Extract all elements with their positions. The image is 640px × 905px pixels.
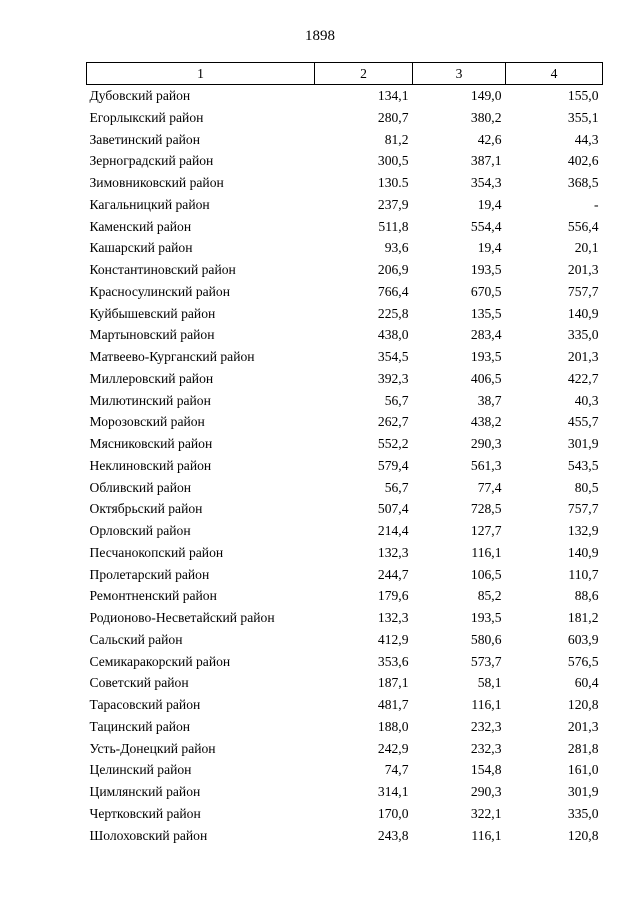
value-cell-col3: 127,7 xyxy=(470,523,502,539)
value-cell-col2: 56,7 xyxy=(384,479,409,495)
district-name-cell: Константиновский район xyxy=(89,262,236,278)
value-cell-col3: 406,5 xyxy=(470,370,502,386)
table-row xyxy=(87,629,603,651)
table-row xyxy=(87,281,603,303)
table-row xyxy=(87,738,603,760)
table-row xyxy=(87,368,603,390)
value-cell-col4: 140,9 xyxy=(567,305,599,321)
district-name-cell: Шолоховский район xyxy=(89,827,208,843)
table-row xyxy=(87,716,603,738)
district-name-cell: Зимовниковский район xyxy=(89,175,224,191)
value-cell-col4: 88,6 xyxy=(574,588,599,604)
value-cell-col2: 511,8 xyxy=(378,218,409,234)
table-row xyxy=(87,259,603,281)
value-cell-col2: 353,6 xyxy=(377,653,409,669)
table-row xyxy=(87,781,603,803)
district-name-cell: Орловский район xyxy=(89,523,191,539)
value-cell-col4: 120,8 xyxy=(567,827,599,843)
table-row xyxy=(87,216,603,238)
district-name-cell: Дубовский район xyxy=(89,88,191,104)
table-row xyxy=(87,129,603,151)
value-cell-col4: 301,9 xyxy=(567,784,599,800)
value-cell-col3: 387,1 xyxy=(470,153,502,169)
value-cell-col2: 130.5 xyxy=(377,175,409,191)
district-name-cell: Советский район xyxy=(89,675,189,691)
table-body xyxy=(87,85,603,847)
table-row xyxy=(87,85,603,107)
value-cell-col2: 412,9 xyxy=(377,631,409,647)
value-cell-col3: 438,2 xyxy=(470,414,502,430)
table-row xyxy=(87,150,603,172)
district-name-cell: Мартыновский район xyxy=(89,327,215,343)
value-cell-col3: 38,7 xyxy=(477,392,502,408)
table-header xyxy=(87,63,603,85)
district-name-cell: Кашарский район xyxy=(89,240,193,256)
value-cell-col4: 132,9 xyxy=(567,523,599,539)
district-name-cell: Матвеево-Курганский район xyxy=(89,349,255,365)
value-cell-col2: 188,0 xyxy=(377,718,409,734)
value-cell-col3: 670,5 xyxy=(470,283,502,299)
value-cell-col4: 757,7 xyxy=(567,283,599,299)
value-cell-col2: 438,0 xyxy=(377,327,409,343)
value-cell-col4: 181,2 xyxy=(567,610,599,626)
district-name-cell: Куйбышевский район xyxy=(89,305,216,321)
value-cell-col4: 140,9 xyxy=(567,544,599,560)
value-cell-col4: 80,5 xyxy=(574,479,599,495)
column-header: 4 xyxy=(506,63,603,85)
table-row xyxy=(87,672,603,694)
table-row xyxy=(87,585,603,607)
value-cell-col3: 561,3 xyxy=(470,457,502,473)
value-cell-col4: 201,3 xyxy=(567,349,599,365)
district-name-cell: Целинский район xyxy=(89,762,192,778)
value-cell-col2: 280,7 xyxy=(377,109,409,125)
table-row xyxy=(87,390,603,412)
value-cell-col4: 556,4 xyxy=(567,218,599,234)
value-cell-col2: 579,4 xyxy=(377,457,409,473)
district-name-cell: Неклиновский район xyxy=(89,457,212,473)
district-name-cell: Милютинский район xyxy=(89,392,211,408)
value-cell-col2: 134,1 xyxy=(377,88,409,104)
value-cell-col2: 81,2 xyxy=(384,131,409,147)
value-cell-col2: 93,6 xyxy=(384,240,409,256)
district-name-cell: Цимлянский район xyxy=(89,784,201,800)
value-cell-col4: 40,3 xyxy=(574,392,599,408)
table-row xyxy=(87,607,603,629)
value-cell-col2: 300,5 xyxy=(377,153,409,169)
value-cell-col4: 161,0 xyxy=(567,762,599,778)
value-cell-col3: 42,6 xyxy=(477,131,502,147)
table-row xyxy=(87,498,603,520)
value-cell-col4: - xyxy=(593,196,599,212)
table-row xyxy=(87,477,603,499)
value-cell-col3: 380,2 xyxy=(470,109,502,125)
value-cell-col2: 214,4 xyxy=(377,523,409,539)
table-row xyxy=(87,651,603,673)
value-cell-col3: 232,3 xyxy=(470,718,502,734)
value-cell-col3: 135,5 xyxy=(470,305,502,321)
district-name-cell: Миллеровский район xyxy=(89,370,214,386)
value-cell-col3: 573,7 xyxy=(470,653,502,669)
value-cell-col4: 20,1 xyxy=(574,240,599,256)
district-name-cell: Ремонтненский район xyxy=(89,588,217,604)
value-cell-col4: 281,8 xyxy=(567,740,599,756)
value-cell-col4: 576,5 xyxy=(567,653,599,669)
table-row xyxy=(87,324,603,346)
value-cell-col3: 193,5 xyxy=(470,349,502,365)
value-cell-col4: 155,0 xyxy=(567,88,599,104)
district-name-cell: Красносулинский район xyxy=(89,283,230,299)
value-cell-col4: 44,3 xyxy=(574,131,599,147)
value-cell-col2: 766,4 xyxy=(377,283,409,299)
table-row xyxy=(87,825,603,847)
value-cell-col3: 116,1 xyxy=(471,544,502,560)
value-cell-col3: 106,5 xyxy=(470,566,502,582)
table-row xyxy=(87,107,603,129)
value-cell-col4: 60,4 xyxy=(574,675,599,691)
district-name-cell: Октябрьский район xyxy=(89,501,203,517)
value-cell-col2: 132,3 xyxy=(377,610,409,626)
value-cell-col3: 149,0 xyxy=(470,88,502,104)
value-cell-col2: 242,9 xyxy=(377,740,409,756)
value-cell-col3: 154,8 xyxy=(470,762,502,778)
page-number: 1898 xyxy=(305,28,335,44)
value-cell-col3: 580,6 xyxy=(470,631,502,647)
value-cell-col3: 290,3 xyxy=(470,436,502,452)
value-cell-col3: 354,3 xyxy=(470,175,502,191)
value-cell-col4: 301,9 xyxy=(567,436,599,452)
value-cell-col4: 120,8 xyxy=(567,697,599,713)
table-row xyxy=(87,172,603,194)
value-cell-col2: 170,0 xyxy=(377,805,409,821)
column-header: 2 xyxy=(315,63,413,85)
value-cell-col3: 19,4 xyxy=(477,196,502,212)
table-row xyxy=(87,759,603,781)
table-row xyxy=(87,520,603,542)
district-name-cell: Усть-Донецкий район xyxy=(89,740,216,756)
value-cell-col2: 507,4 xyxy=(377,501,409,517)
value-cell-col4: 368,5 xyxy=(567,175,599,191)
table-row xyxy=(87,411,603,433)
column-header: 1 xyxy=(87,63,315,85)
table-row xyxy=(87,455,603,477)
table-row xyxy=(87,803,603,825)
district-name-cell: Обливский район xyxy=(89,479,192,495)
value-cell-col3: 19,4 xyxy=(477,240,502,256)
district-name-cell: Каменский район xyxy=(89,218,192,234)
value-cell-col4: 422,7 xyxy=(567,370,599,386)
value-cell-col4: 355,1 xyxy=(567,109,599,125)
district-name-cell: Заветинский район xyxy=(89,131,200,147)
value-cell-col4: 402,6 xyxy=(567,153,599,169)
value-cell-col4: 455,7 xyxy=(567,414,599,430)
table-row xyxy=(87,194,603,216)
value-cell-col2: 314,1 xyxy=(377,784,409,800)
value-cell-col2: 392,3 xyxy=(377,370,409,386)
value-cell-col2: 552,2 xyxy=(377,436,409,452)
table-row xyxy=(87,346,603,368)
value-cell-col4: 543,5 xyxy=(567,457,599,473)
value-cell-col3: 290,3 xyxy=(470,784,502,800)
value-cell-col4: 201,3 xyxy=(567,718,599,734)
value-cell-col2: 354,5 xyxy=(377,349,409,365)
value-cell-col4: 757,7 xyxy=(567,501,599,517)
value-cell-col4: 603,9 xyxy=(567,631,599,647)
value-cell-col3: 116,1 xyxy=(471,827,502,843)
column-header: 3 xyxy=(413,63,506,85)
value-cell-col2: 187,1 xyxy=(377,675,409,691)
district-name-cell: Кагальницкий район xyxy=(89,196,210,212)
district-name-cell: Морозовский район xyxy=(89,414,205,430)
value-cell-col4: 201,3 xyxy=(567,262,599,278)
value-cell-col2: 206,9 xyxy=(377,262,409,278)
table-row xyxy=(87,694,603,716)
value-cell-col3: 322,1 xyxy=(470,805,502,821)
district-name-cell: Родионово-Несветайский район xyxy=(89,610,275,626)
value-cell-col3: 193,5 xyxy=(470,610,502,626)
value-cell-col2: 237,9 xyxy=(377,196,409,212)
value-cell-col4: 335,0 xyxy=(567,327,599,343)
district-name-cell: Тацинский район xyxy=(89,718,191,734)
value-cell-col2: 74,7 xyxy=(384,762,409,778)
table-row xyxy=(87,433,603,455)
value-cell-col4: 110,7 xyxy=(568,566,599,582)
value-cell-col2: 225,8 xyxy=(377,305,409,321)
district-name-cell: Мясниковский район xyxy=(89,436,213,452)
value-cell-col2: 132,3 xyxy=(377,544,409,560)
district-name-cell: Егорлыкский район xyxy=(89,109,204,125)
value-cell-col2: 56,7 xyxy=(384,392,409,408)
value-cell-col3: 193,5 xyxy=(470,262,502,278)
value-cell-col2: 179,6 xyxy=(377,588,409,604)
value-cell-col2: 244,7 xyxy=(377,566,409,582)
value-cell-col4: 335,0 xyxy=(567,805,599,821)
value-cell-col3: 85,2 xyxy=(477,588,502,604)
value-cell-col3: 232,3 xyxy=(470,740,502,756)
table-row xyxy=(87,564,603,586)
district-name-cell: Тарасовский район xyxy=(89,697,201,713)
value-cell-col3: 77,4 xyxy=(477,479,502,495)
value-cell-col2: 262,7 xyxy=(377,414,409,430)
value-cell-col3: 58,1 xyxy=(477,675,502,691)
district-name-cell: Песчанокопский район xyxy=(89,544,224,560)
value-cell-col3: 554,4 xyxy=(470,218,502,234)
district-name-cell: Сальский район xyxy=(89,631,183,647)
table-row xyxy=(87,542,603,564)
table-row xyxy=(87,303,603,325)
value-cell-col3: 283,4 xyxy=(470,327,502,343)
district-name-cell: Чертковский район xyxy=(89,805,201,821)
value-cell-col2: 481,7 xyxy=(377,697,409,713)
value-cell-col3: 116,1 xyxy=(471,697,502,713)
district-name-cell: Семикаракорский район xyxy=(89,653,231,669)
table-row xyxy=(87,237,603,259)
value-cell-col2: 243,8 xyxy=(377,827,409,843)
value-cell-col3: 728,5 xyxy=(470,501,502,517)
district-name-cell: Пролетарский район xyxy=(89,566,210,582)
district-name-cell: Зерноградский район xyxy=(89,153,214,169)
district-table xyxy=(86,62,603,846)
